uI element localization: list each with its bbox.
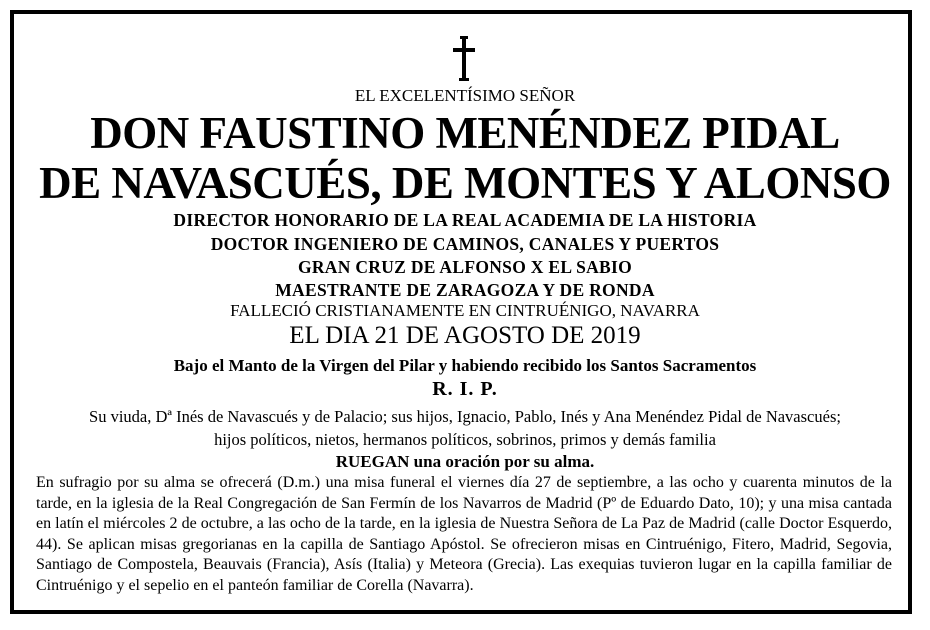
- death-date: EL DIA 21 DE AGOSTO DE 2019: [289, 322, 641, 349]
- title-line: GRAN CRUZ DE ALFONSO X EL SABIO: [297, 257, 633, 277]
- deceased-name-line1: DON FAUSTINO MENÉNDEZ PIDAL: [90, 108, 840, 158]
- family-line2: hijos políticos, nietos, hermanos políticos, sobrinos, primos y demás familia: [214, 430, 716, 449]
- honorific: EL EXCELENTÍSIMO SEÑOR: [354, 86, 576, 105]
- title-line: DOCTOR INGENIERO DE CAMINOS, CANALES Y PUERTOS: [210, 234, 720, 254]
- death-place: FALLECIÓ CRISTIANAMENTE EN CINTRUÉNIGO, NAVARRA: [230, 301, 700, 320]
- title-line: MAESTRANTE DE ZARAGOZA Y DE RONDA: [275, 280, 655, 300]
- prayer-request: RUEGAN una oración por su alma.: [335, 452, 595, 471]
- title-line: DIRECTOR HONORARIO DE LA REAL ACADEMIA DE LA HISTORIA: [173, 210, 757, 230]
- services-paragraph: En sufragio por su alma se ofrecerá (D.m.) una misa funeral el viernes día 27 de septiembre, a las ocho y cuarenta minutos de la tarde, en la iglesia de la Real Congregación de San Fermín de los Navarros de Madrid (Pº de Eduardo Dato, 10); y una misa cantada en latín el miércoles 2 de octubre, a las ocho de la tarde, en la iglesia de Nuestra Señora de La Paz de Madrid (calle Doctor Esquerdo, 44). Se aplican misas gregorianas en la capilla de Santiago Apóstol. Se ofrecieron misas en Cintruénigo, Fitero, Madrid, Segovia, Santiago de Compostela, Beauvais (Francia), Asís (Italia) y Meteora (Grecia). Las exequias tuvieron lugar en la capilla familiar de Cintruénigo y el sepelio en el panteón familiar de Corella (Navarra).: [36, 474, 892, 594]
- rip: R. I. P.: [432, 378, 498, 400]
- sacraments-note: Bajo el Manto de la Virgen del Pilar y habiendo recibido los Santos Sacramentos: [173, 356, 757, 375]
- cross-icon: [449, 36, 479, 82]
- family-line1: Su viuda, Dª Inés de Navascués y de Palacio; sus hijos, Ignacio, Pablo, Inés y Ana Menéndez Pidal de Navascués;: [89, 407, 841, 426]
- deceased-name-line2: DE NAVASCUÉS, DE MONTES Y ALONSO: [39, 158, 891, 208]
